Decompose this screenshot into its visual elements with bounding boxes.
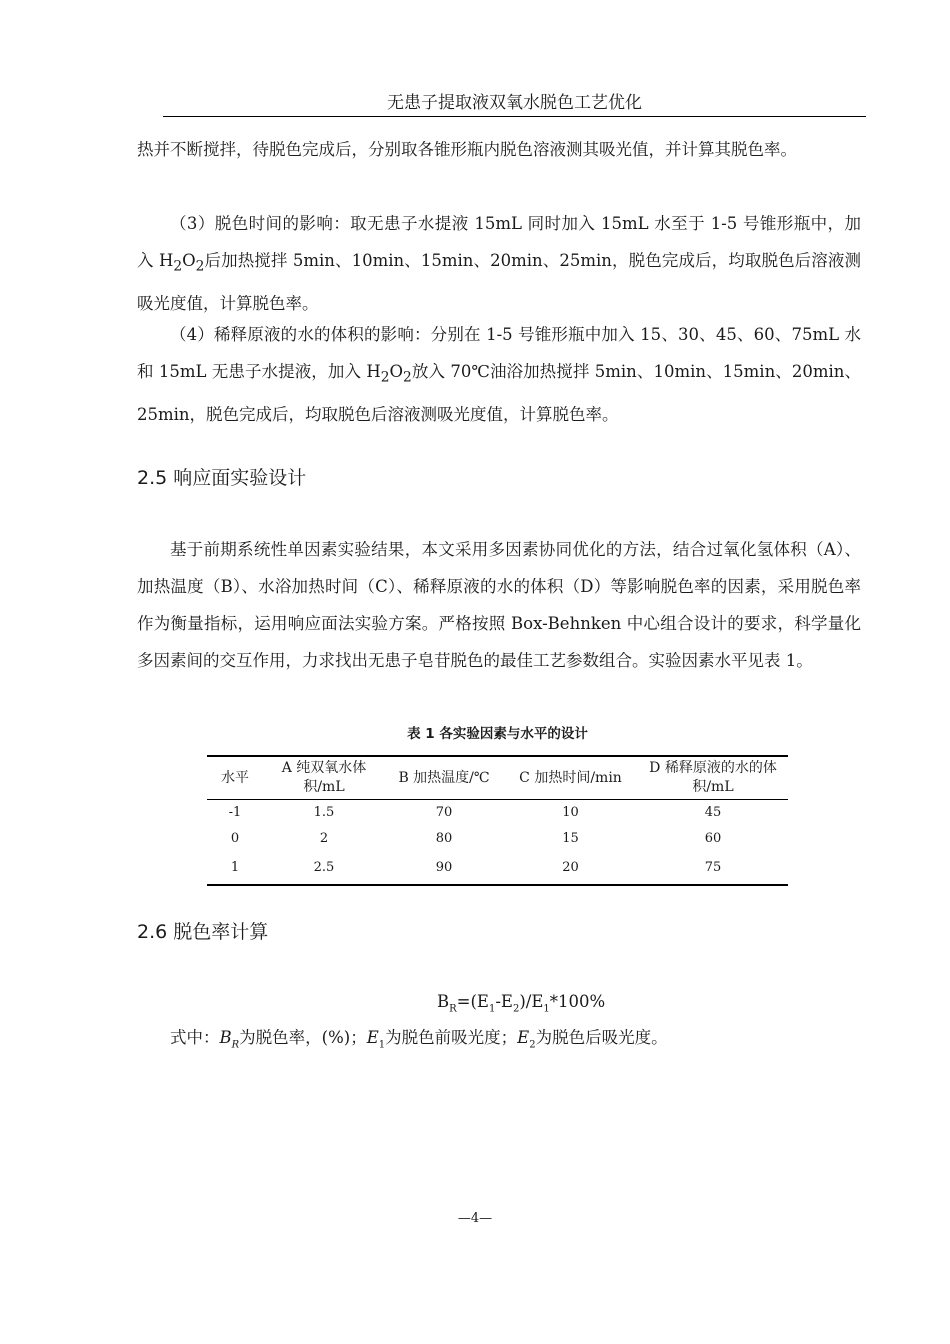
table-row <box>207 800 788 826</box>
variable: E <box>366 1028 379 1047</box>
table-cell: 60 <box>704 831 722 846</box>
column-header: 水平 <box>207 756 263 800</box>
formula-part: -E <box>495 992 513 1011</box>
subscript: 1 <box>378 1039 386 1051</box>
column-header: C 加热时间/min <box>503 756 638 800</box>
column-header: A 纯双氧水体积/mL <box>263 756 385 800</box>
column-header: D 稀释原液的水的体积/mL <box>638 756 788 800</box>
formula-part: *100% <box>549 992 606 1011</box>
text-run: 为脱色率，(%)； <box>239 1028 367 1047</box>
table-caption: 表 1 各实验因素与水平的设计 <box>407 726 588 742</box>
text-run: O <box>389 362 404 381</box>
formula-legend <box>137 1019 861 1063</box>
table-cell: 2.5 <box>313 860 335 875</box>
subscript: 2 <box>529 1039 536 1051</box>
section-heading-2-6: 2.6 脱色率计算 <box>137 921 269 943</box>
paragraph-continued: 热并不断搅拌，待脱色完成后，分别取各锥形瓶内脱色溶液测其吸光值，并计算其脱色率。 <box>137 140 797 159</box>
paragraph-water-volume <box>137 316 861 433</box>
text-run: （4）稀释原液的水的体积的影响：分别在 1-5 号锥形瓶中加入 15、30、45、60、75mL 水和 15mL 无患子水提液，加入 H <box>137 325 861 381</box>
table-cell: 10 <box>562 805 579 821</box>
table-cell: 45 <box>704 805 722 821</box>
formula-part: =(E <box>456 992 489 1011</box>
table-cell: 0 <box>230 831 240 846</box>
subscript: 2 <box>380 369 390 386</box>
table-header-row <box>207 756 788 800</box>
column-header: B 加热温度/℃ <box>385 756 503 800</box>
subscript: 1 <box>488 1003 496 1015</box>
text-run: 放入 70℃油浴加热搅拌 5min、10min、15min、20min、25min，脱色完成后，均取脱色后溶液测吸光度值，计算脱色率。 <box>137 362 861 425</box>
paragraph-rsm-design: 基于前期系统性单因素实验结果，本文采用多因素协同优化的方法，结合过氧化氢体积（A）、加热温度（B）、水浴加热时间（C）、稀释原液的水的体积（D）等影响脱色率的因素，采用脱色率作为衡量指标，运用响应面法实验方案。严格按照 Box-Behnken 中心组合设计的要求，科学量化多因素间的交互作用，力求找出无患子皂苷脱色的最佳工艺参数组合。实验因素水平见表 1。 <box>137 540 861 670</box>
formula-part: B <box>437 992 450 1011</box>
running-header: 无患子提取液双氧水脱色工艺优化 <box>163 92 866 117</box>
text-run: 为脱色前吸光度； <box>385 1028 518 1047</box>
subscript: 2 <box>195 258 205 275</box>
text-run: 式中： <box>170 1028 220 1047</box>
table-cell: 75 <box>704 860 722 875</box>
section-heading-2-5: 2.5 响应面实验设计 <box>137 467 307 489</box>
subscript: 2 <box>512 1003 520 1015</box>
text-run: 后加热搅拌 5min、10min、15min、20min、25min，脱色完成后，均取脱色后溶液测吸光度值，计算脱色率。 <box>137 251 861 314</box>
table-cell: 1 <box>230 860 240 875</box>
table-cell: 80 <box>435 831 453 846</box>
subscript: 2 <box>173 258 183 275</box>
table-cell: 20 <box>562 860 579 875</box>
subscript: 2 <box>403 369 412 386</box>
table-cell: 1.5 <box>313 805 335 821</box>
table-cell: 2 <box>319 831 329 846</box>
variable: E <box>517 1028 530 1047</box>
subscript: 1 <box>543 1003 550 1015</box>
text-run: O <box>182 251 196 270</box>
table-cell: 15 <box>562 831 579 846</box>
subscript: R <box>449 1003 457 1015</box>
table-cell: 70 <box>435 805 453 821</box>
variable: B <box>219 1028 232 1047</box>
subscript: R <box>231 1039 240 1051</box>
page-number: —4— <box>457 1211 493 1226</box>
paragraph-decolor-time <box>137 205 861 322</box>
formula-part: )/E <box>519 992 544 1011</box>
decolor-rate-formula <box>437 990 605 1021</box>
text-run: 为脱色后吸光度。 <box>535 1028 668 1047</box>
table-cell: 90 <box>435 860 453 875</box>
table-row <box>207 826 788 852</box>
table-row <box>207 852 788 885</box>
table-cell: -1 <box>228 805 242 821</box>
text-run: （3）脱色时间的影响：取无患子水提液 15mL 同时加入 15mL 水至于 1-5 号锥形瓶中，加入 H <box>137 214 861 270</box>
factor-level-table <box>207 755 788 886</box>
